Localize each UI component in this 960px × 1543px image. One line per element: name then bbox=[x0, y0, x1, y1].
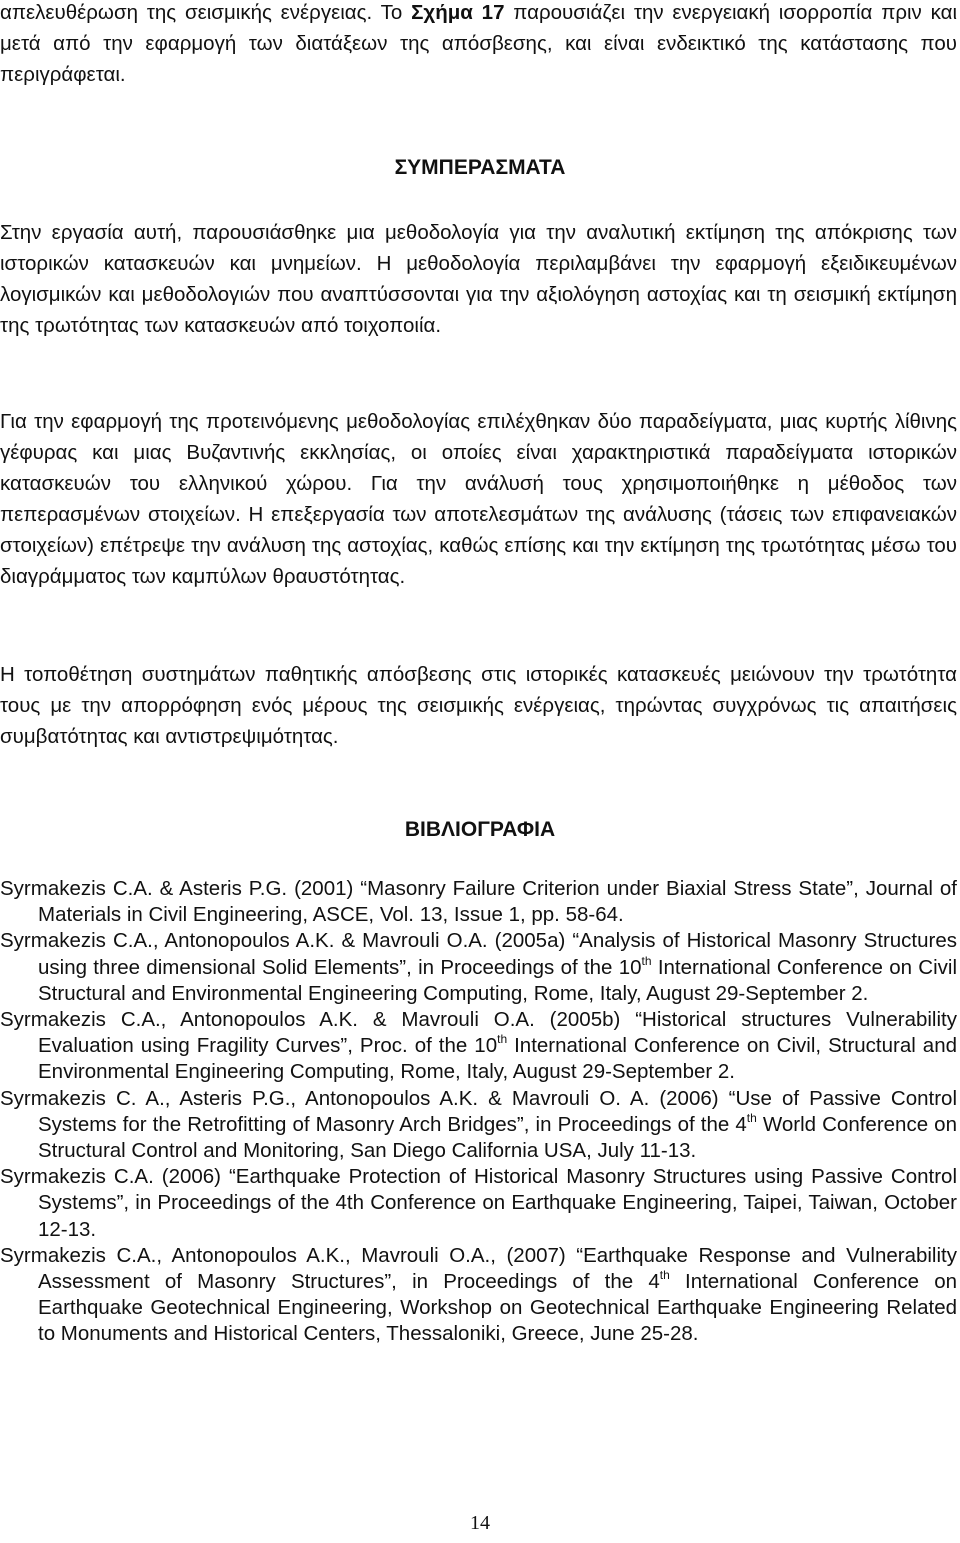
intro-text-end: παρουσιάζει την ενεργειακή ισορροπία πριν και μετά από την εφαρμογή των διατάξεων της απόσβεσης, και είναι ενδεικτικό της κατάστασης που περιγράφεται. bbox=[0, 1, 958, 86]
conclusions-paragraph-3: Η τοποθέτηση συστημάτων παθητικής απόσβεσης στις ιστορικές κατασκευές μειώνουν την τρωτότητα τους με την απορρόφηση ενός μέρους της σεισμικής ενέργειας, τηρώντας συγχρόνως τις απαιτήσεις συμβατότητας και αντιστρεψιμότητας. bbox=[0, 663, 957, 748]
figure-reference: Σχήμα 17 bbox=[411, 1, 505, 24]
reference-item: Syrmakezis C.A., Antonopoulos A.K., Mavrouli O.A., (2007) “Earthquake Response and Vulnerability Assessment of Masonry Structures”, in Proceedings of the 4th International Conference on Earthquake Geotechnical Engineering, Workshop on Geotechnical Earthquake Engineering Related to Monuments and Historical Centers, Thessaloniki, Greece, June 25-28. bbox=[0, 1243, 957, 1346]
conclusions-paragraph-1: Στην εργασία αυτή, παρουσιάσθηκε μια μεθοδολογία για την αναλυτική εκτίμηση της απόκρισης των ιστορικών κατασκευών και μνημείων. Η μεθοδολογία περιλαμβάνει την εφαρμογή εξειδικευμένων λογισμικών και μεθοδολογιών που αναπτύσσονται για την αξιολόγηση αστοχίας και τη σεισμική εκτίμηση της τρωτότητας των κατασκευών από τοιχοποιία. bbox=[0, 221, 957, 337]
reference-item: Syrmakezis C. A., Asteris P.G., Antonopoulos A.K. & Mavrouli O. A. (2006) “Use of Passive Control Systems for the Retrofitting of Masonry Arch Bridges”, in Proceedings of the 4th World Conference on Structural Control and Monitoring, San Diego California USA, July 11-13. bbox=[0, 1086, 957, 1163]
intro-paragraph bbox=[0, 0, 957, 90]
intro-text-start: απελευθέρωση της σεισμικής ενέργειας. Το bbox=[0, 1, 412, 24]
reference-item: Syrmakezis C.A., Antonopoulos A.K. & Mavrouli O.A. (2005b) “Historical structures Vulnerability Evaluation using Fragility Curves”, Proc. of the 10th International Conference on Civil, Structural and Environmental Engineering Computing, Rome, Italy, August 29-September 2. bbox=[0, 1008, 957, 1084]
conclusions-heading: ΣΥΜΠΕΡΑΣΜΑΤΑ bbox=[394, 156, 566, 179]
reference-item: Syrmakezis C.A. & Asteris P.G. (2001) “Masonry Failure Criterion under Biaxial Stress State”, Journal of Materials in Civil Engineering, ASCE, Vol. 13, Issue 1, pp. 58-64. bbox=[0, 877, 957, 927]
page-number: 14 bbox=[470, 1512, 490, 1534]
reference-item: Syrmakezis C.A., Antonopoulos A.K. & Mavrouli O.A. (2005a) “Analysis of Historical Masonry Structures using three dimensional Solid Elements”, in Proceedings of the 10th International Conference on Civil Structural and Environmental Engineering Computing, Rome, Italy, August 29-September 2. bbox=[0, 929, 957, 1005]
reference-list bbox=[0, 876, 957, 1348]
bibliography-heading: ΒΙΒΛΙΟΓΡΑΦΙΑ bbox=[404, 818, 556, 841]
reference-item: Syrmakezis C.A. (2006) “Earthquake Protection of Historical Masonry Structures using Passive Control Systems”, in Proceedings of the 4th Conference on Earthquake Engineering, Taipei, Taiwan, October 12-13. bbox=[0, 1165, 957, 1241]
conclusions-paragraph-2: Για την εφαρμογή της προτεινόμενης μεθοδολογίας επιλέχθηκαν δύο παραδείγματα, μιας κυρτής λίθινης γέφυρας και μιας Βυζαντινής εκκλησίας, οι οποίες είναι χαρακτηριστικά παραδείγματα ιστορικών κατασκευών του ελληνικού χώρου. Για την ανάλυσή τους χρησιμοποιήθηκε η μέθοδος των πεπερασμένων στοιχείων. Η επεξεργασία των αποτελεσμάτων της ανάλυσης (τάσεις των επιφανειακών στοιχείων) επέτρεψε την ανάλυση της αστοχίας, καθώς επίσης και την εκτίμηση της τρωτότητας μέσω του διαγράμματος των καμπύλων θραυστότητας. bbox=[0, 410, 957, 588]
